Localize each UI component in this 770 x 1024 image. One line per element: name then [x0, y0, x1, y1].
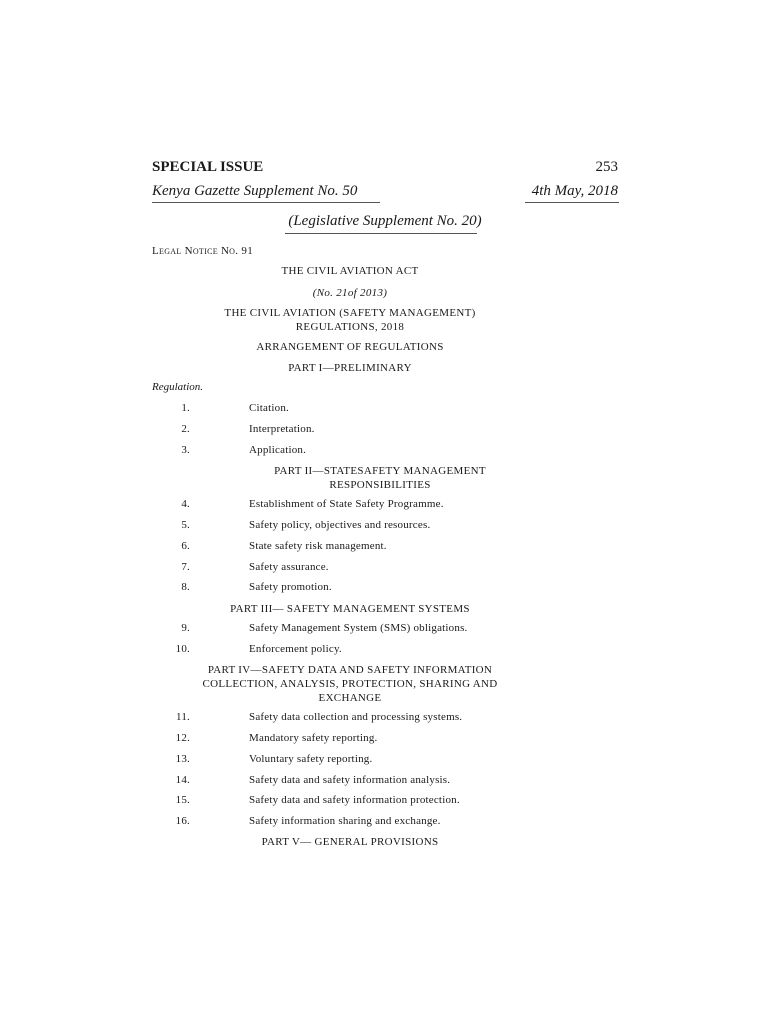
regulation-number: 6. [181, 540, 190, 552]
regulation-number: 9. [181, 622, 190, 634]
legal-notice-label: Legal Notice No. [152, 245, 239, 257]
list-item [152, 519, 612, 533]
regulation-number: 11. [176, 711, 190, 723]
list-item [152, 498, 612, 512]
regulation-title: Mandatory safety reporting. [249, 732, 378, 744]
part-2-heading-line2: RESPONSIBILITIES [329, 479, 431, 491]
regulations-title-line1: THE CIVIL AVIATION (SAFETY MANAGEMENT) [224, 307, 476, 319]
list-item [152, 540, 612, 554]
regulation-number: 12. [175, 732, 190, 744]
list-item [152, 444, 612, 458]
list-item [152, 711, 612, 725]
part-4-heading-line2: COLLECTION, ANALYSIS, PROTECTION, SHARING AND [202, 678, 498, 690]
list-item [152, 423, 612, 437]
part-2-heading-line1: PART II—STATESAFETY MANAGEMENT [274, 465, 486, 477]
part-4-heading-line3: EXCHANGE [318, 692, 382, 704]
list-item [152, 753, 612, 767]
list-item [152, 774, 612, 788]
list-item [152, 815, 612, 829]
regulation-number: 3. [181, 444, 190, 456]
legislative-rule [285, 233, 477, 234]
regulation-number: 5. [181, 519, 190, 531]
regulation-number: 10. [175, 643, 190, 655]
regulation-title: Safety promotion. [249, 581, 332, 593]
regulation-title: Establishment of State Safety Programme. [249, 498, 444, 510]
part-3-heading: PART III— SAFETY MANAGEMENT SYSTEMS [230, 603, 470, 615]
legislative-supplement: (Legislative Supplement No. 20) [288, 213, 482, 229]
regulation-title: Voluntary safety reporting. [249, 753, 373, 765]
regulation-title: Safety Management System (SMS) obligations. [249, 622, 468, 634]
regulation-title: Safety data and safety information analysis. [249, 774, 451, 786]
list-item [152, 581, 612, 595]
regulation-title: Application. [249, 444, 307, 456]
part-5-heading: PART V— GENERAL PROVISIONS [261, 836, 439, 848]
header-rule-left [152, 202, 380, 203]
part-4-heading-line1: PART IV—SAFETY DATA AND SAFETY INFORMATION [207, 664, 493, 676]
act-title: THE CIVIL AVIATION ACT [281, 265, 419, 277]
regulation-title: State safety risk management. [249, 540, 387, 552]
regulation-title: Enforcement policy. [249, 643, 342, 655]
list-item [152, 643, 612, 657]
arrangement-heading: ARRANGEMENT OF REGULATIONS [256, 341, 444, 353]
regulation-number: 7. [181, 561, 190, 573]
regulation-title: Safety information sharing and exchange. [249, 815, 441, 827]
regulation-number: 4. [181, 498, 190, 510]
regulation-title: Citation. [249, 402, 289, 414]
regulation-title: Safety data collection and processing systems. [249, 711, 463, 723]
regulation-title: Safety data and safety information protection. [249, 794, 460, 806]
regulation-number: 2. [181, 423, 190, 435]
header-rule-right [525, 202, 619, 203]
act-number: (No. 21of 2013) [312, 287, 388, 299]
regulations-title-line2: REGULATIONS, 2018 [295, 321, 405, 333]
issue-date: 4th May, 2018 [531, 183, 618, 199]
legal-notice-number: 91 [241, 245, 253, 257]
regulation-title: Safety assurance. [249, 561, 329, 573]
regulation-number: 13. [175, 753, 190, 765]
list-item [152, 561, 612, 575]
regulation-title: Interpretation. [249, 423, 315, 435]
regulation-label: Regulation. [152, 381, 204, 393]
regulation-number: 1. [181, 402, 190, 414]
special-issue-title: SPECIAL ISSUE [152, 159, 264, 175]
part-1-heading: PART I—PRELIMINARY [288, 362, 412, 374]
list-item [152, 732, 612, 746]
regulation-number: 15. [175, 794, 190, 806]
legal-notice [152, 245, 253, 257]
list-item [152, 622, 612, 636]
list-item [152, 402, 612, 416]
gazette-supplement: Kenya Gazette Supplement No. 50 [152, 183, 358, 199]
regulation-number: 8. [181, 581, 190, 593]
page-number: 253 [595, 159, 618, 175]
list-item [152, 794, 612, 808]
regulation-number: 16. [175, 815, 190, 827]
regulation-title: Safety policy, objectives and resources. [249, 519, 431, 531]
regulation-number: 14. [175, 774, 190, 786]
